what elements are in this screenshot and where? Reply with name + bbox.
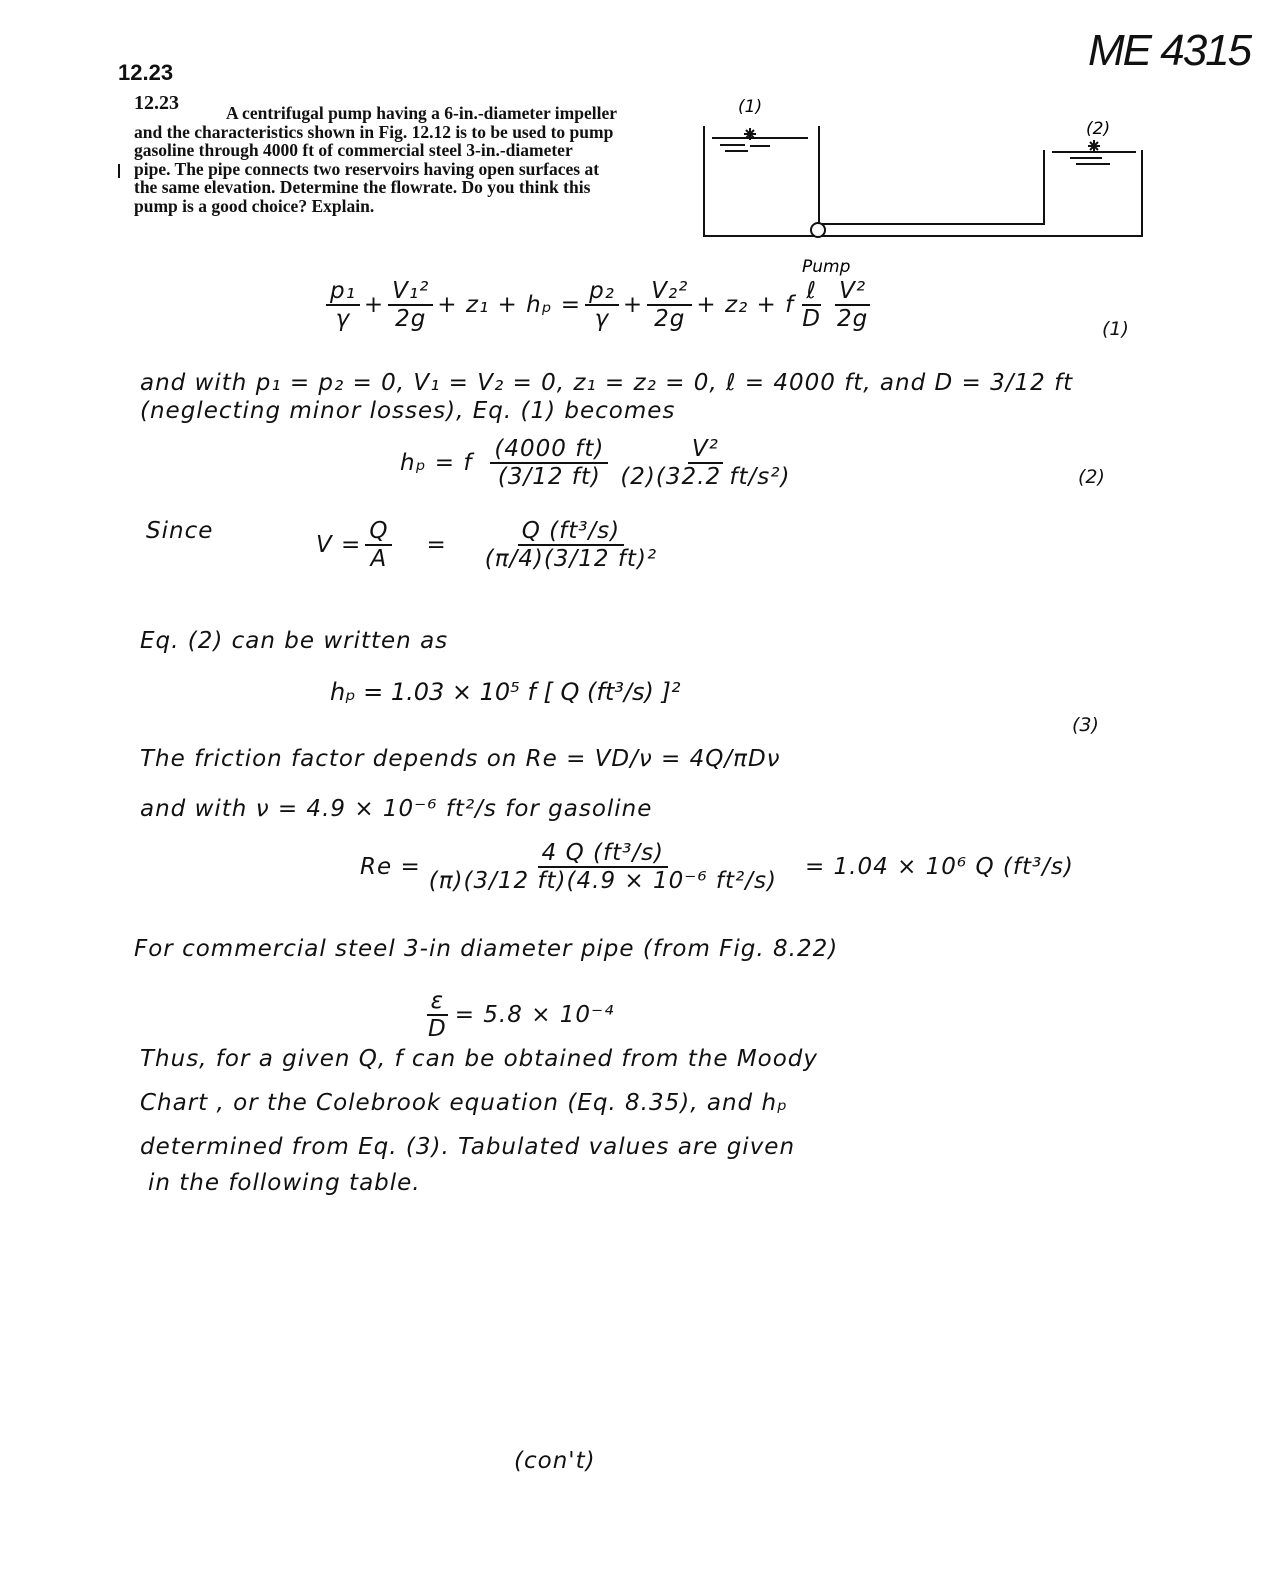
- eqre-lhs: Re =: [360, 854, 421, 881]
- eqv-q: Q: [365, 518, 392, 546]
- eq1-gamma2: γ: [594, 306, 610, 333]
- roughness-equation: [420, 988, 614, 1043]
- pump-label: Pump: [802, 257, 851, 277]
- eq1-z2-f: + z₂ + f: [696, 292, 795, 319]
- label-2: (2): [1086, 119, 1111, 139]
- line-and-nu: and with ν = 4.9 × 10⁻⁶ ft²/s for gasoline: [140, 796, 653, 822]
- eq1-z1-hp: + z₁ + hₚ =: [437, 292, 582, 319]
- eq1-p2: p₂: [585, 278, 619, 306]
- rough-rhs: = 5.8 × 10⁻⁴: [454, 1002, 615, 1029]
- statement-line: pipe. The pipe connects two reservoirs having open surfaces at: [134, 158, 600, 179]
- statement-line: gasoline through 4000 ft of commercial steel 3-in.-diameter: [134, 140, 573, 160]
- eq1-2g: 2g: [395, 306, 427, 333]
- eq1-2g-b: 2g: [654, 306, 686, 333]
- tank-outline: [704, 126, 1142, 236]
- eq1-v2sq: V₂²: [647, 278, 692, 306]
- eq1-2g-c: 2g: [836, 306, 869, 333]
- para-line: Chart , or the Colebrook equation (Eq. 8.35), and hₚ: [140, 1090, 788, 1116]
- statement-line: pump is a good choice? Explain.: [134, 195, 375, 216]
- statement-line: the same elevation. Determine the flowrate. Do you think this: [134, 177, 591, 197]
- equation-3: hₚ = 1.03 × 10⁵ f [ Q (ft³/s) ]²: [330, 678, 681, 706]
- continued-label: (con't): [514, 1448, 596, 1474]
- eq2-lhs: hₚ = f: [400, 450, 473, 477]
- eqre-den: (π)(3/12 ft)(4.9 × 10⁻⁶ ft²/s): [428, 868, 777, 895]
- eq1-number: (1): [1102, 318, 1129, 340]
- reynolds-equation: [360, 840, 1074, 895]
- statement-line: A centrifugal pump having a 6-in.-diameter impeller: [226, 103, 617, 123]
- para-line: Thus, for a given Q, f can be obtained from the Moody: [140, 1046, 819, 1072]
- eq2-den2: (2)(32.2 ft/s²): [620, 464, 791, 491]
- pipe-outline: [819, 126, 1044, 224]
- eqv-a: A: [370, 546, 388, 573]
- line-eq2-written: Eq. (2) can be written as: [140, 628, 449, 654]
- eq1-l: ℓ: [802, 278, 821, 306]
- since-label: Since: [146, 518, 214, 544]
- problem-label: 12.23: [118, 60, 174, 85]
- eq2-num2: V²: [688, 436, 723, 464]
- para-line: in the following table.: [148, 1170, 421, 1196]
- equation-2: [400, 436, 798, 491]
- label-1: (1): [738, 97, 763, 117]
- eqv-lhs: V =: [316, 532, 362, 559]
- eq1-p1: p₁: [326, 278, 360, 306]
- reservoir-diagram: [690, 92, 1150, 282]
- line-commercial: For commercial steel 3-in diameter pipe (from Fig. 8.22): [134, 936, 839, 962]
- para-line: determined from Eq. (3). Tabulated values are given: [140, 1134, 796, 1160]
- velocity-equation: [316, 518, 665, 573]
- marker-2-icon: [1088, 140, 1100, 152]
- eqre-num: 4 Q (ft³/s): [538, 840, 668, 868]
- eq3-number: (3): [1072, 714, 1099, 736]
- statement-number: 12.23: [134, 92, 179, 114]
- statement-line: and the characteristics shown in Fig. 12.12 is to be used to pump: [134, 121, 614, 142]
- course-code: ME 4315: [1088, 26, 1251, 75]
- eq1-v1sq: V₁²: [388, 278, 433, 306]
- eq2-number: (2): [1078, 466, 1105, 488]
- line-neglecting: (neglecting minor losses), Eq. (1) becomes: [140, 398, 676, 424]
- eqv-equals: =: [426, 532, 447, 559]
- rough-eps: ε: [427, 988, 448, 1016]
- line-friction: The friction factor depends on Re = VD/ν = 4Q/πDν: [140, 746, 781, 772]
- eqv-num: Q (ft³/s): [518, 518, 624, 546]
- eq2-num1: (4000 ft): [490, 436, 608, 464]
- eq2-den1: (3/12 ft): [497, 464, 601, 491]
- eqv-den: (π/4)(3/12 ft)²: [484, 546, 658, 573]
- eqre-rhs: = 1.04 × 10⁶ Q (ft³/s): [804, 854, 1074, 881]
- eq1-vsq: V²: [835, 278, 870, 306]
- margin-bar: [118, 164, 120, 178]
- rough-D: D: [428, 1016, 447, 1043]
- line-and-with: and with p₁ = p₂ = 0, V₁ = V₂ = 0, z₁ = z₂ = 0, ℓ = 4000 ft, and D = 3/12 ft: [140, 370, 1074, 396]
- eq1-D: D: [802, 306, 821, 333]
- pump-icon: [811, 223, 825, 237]
- eq1-gamma: γ: [335, 306, 351, 333]
- equation-1: $\frac{\text{p₁}}{\gamma}$ + $\frac{\text{V₁²}}{2g}$ + z₁ + hₚ = $\frac{\text{p₂}}{\gamma}$ + $\frac{\text{V₂²}}{2g}$ + z₂ + f $\frac{\text{ℓ}}{D}$ $\frac{\text{V²}}{2g}$: [322, 278, 876, 333]
- problem-statement: [134, 104, 674, 215]
